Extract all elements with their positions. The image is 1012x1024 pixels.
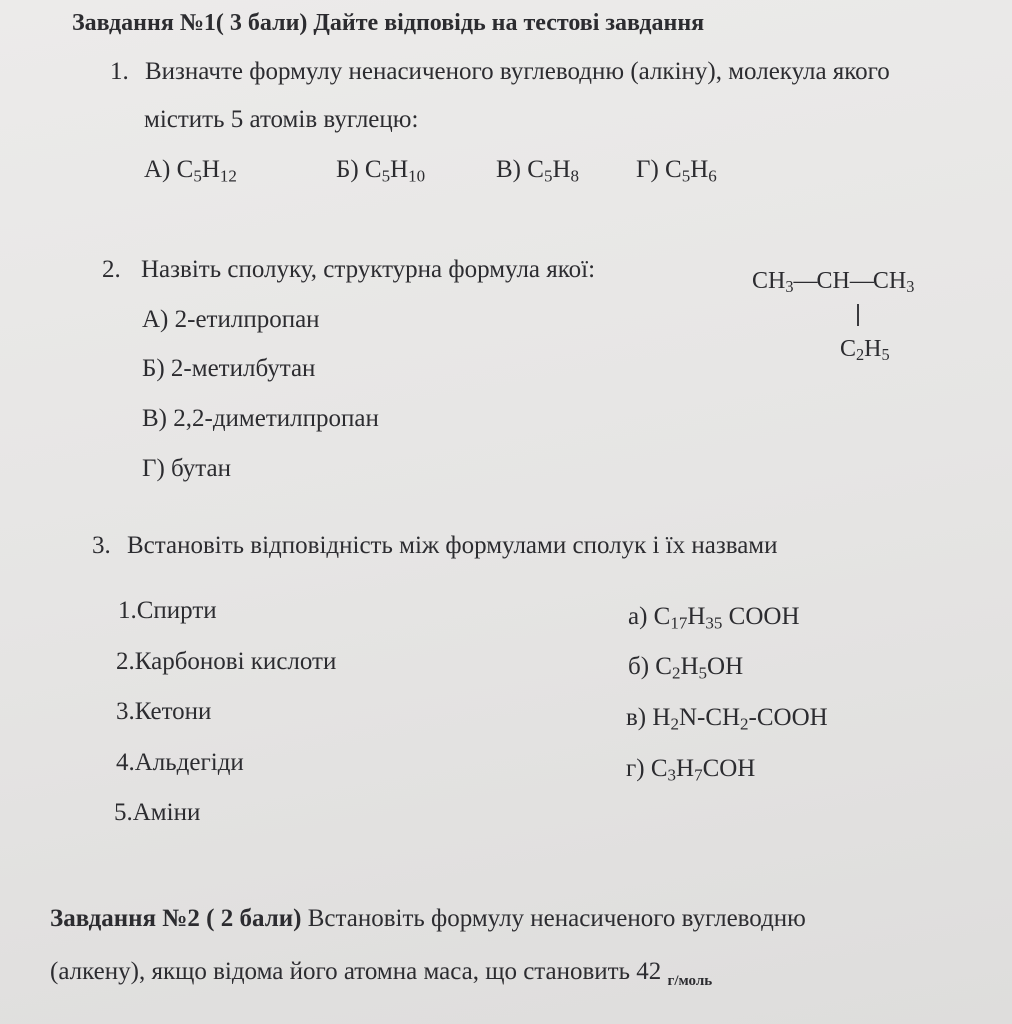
q2-option-g: Г) бутан: [142, 455, 232, 482]
task1-heading: Завдання №1( 3 бали) Дайте відповідь на тестові завдання: [72, 10, 705, 36]
q1-text-line1: Визначте формулу ненасиченого вуглеводню (алкіну), молекула якого: [145, 58, 890, 85]
q2-number: 2.: [102, 256, 121, 283]
q3-name-1: 1.Спирти: [118, 597, 217, 624]
task2-unit: г/моль: [667, 973, 713, 989]
q1-option-b: Б) $C_5H_{10}$: [336, 156, 426, 186]
q3-name-4: 4.Альдегіди: [116, 749, 244, 776]
q3-name-5: 5.Аміни: [114, 799, 201, 826]
q1-option-g: Г) $C_5H_6$: [636, 156, 717, 186]
q2-option-b: Б) 2-метилбутан: [142, 355, 316, 382]
task2-text1: Встановіть формулу ненасиченого вуглеводню: [301, 905, 806, 932]
q2-option-a: А) 2-етилпропан: [142, 306, 320, 333]
task2-line1: [50, 905, 806, 933]
q1-option-a: А) $C_5H_{12}$: [144, 156, 237, 186]
q3-formula-a: а) $C_{17}H_{35}$ COOH: [628, 603, 800, 633]
task2-heading: Завдання №2 ( 2 бали): [50, 905, 302, 932]
task2-text2: (алкену), якщо відома його атомна маса, що становить 42: [50, 958, 668, 985]
q3-formula-v: в) $H_2N-CH_2$-COOH: [626, 704, 828, 734]
q3-text: Встановіть відповідність між формулами сполук і їх назвами: [127, 532, 778, 559]
structure-bond-vertical: [857, 304, 859, 326]
q2-text: Назвіть сполуку, структурна формула якої:: [141, 256, 596, 283]
q3-number: 3.: [92, 532, 111, 559]
q1-text-line2: містить 5 атомів вуглецю:: [144, 106, 419, 133]
q2-option-v: В) 2,2-диметилпропан: [142, 405, 379, 432]
q1-option-v: В) $C_5H_8$: [496, 156, 579, 186]
q3-name-3: 3.Кетони: [116, 698, 212, 725]
structural-formula: $CH_3—CH—CH_3$: [752, 268, 915, 297]
q3-name-2: 2.Карбонові кислоти: [116, 648, 337, 675]
q2-line: [102, 256, 595, 284]
q3-line: [92, 532, 778, 560]
task2-line2: [50, 958, 712, 990]
structure-branch: $C_2H_5$: [840, 336, 890, 365]
q3-formula-b: б) $C_2H_5OH$: [628, 653, 744, 683]
q1-line1: [110, 58, 890, 86]
q1-number: 1.: [110, 58, 129, 85]
q3-formula-g: г) $C_3H_7COH$: [626, 755, 756, 785]
